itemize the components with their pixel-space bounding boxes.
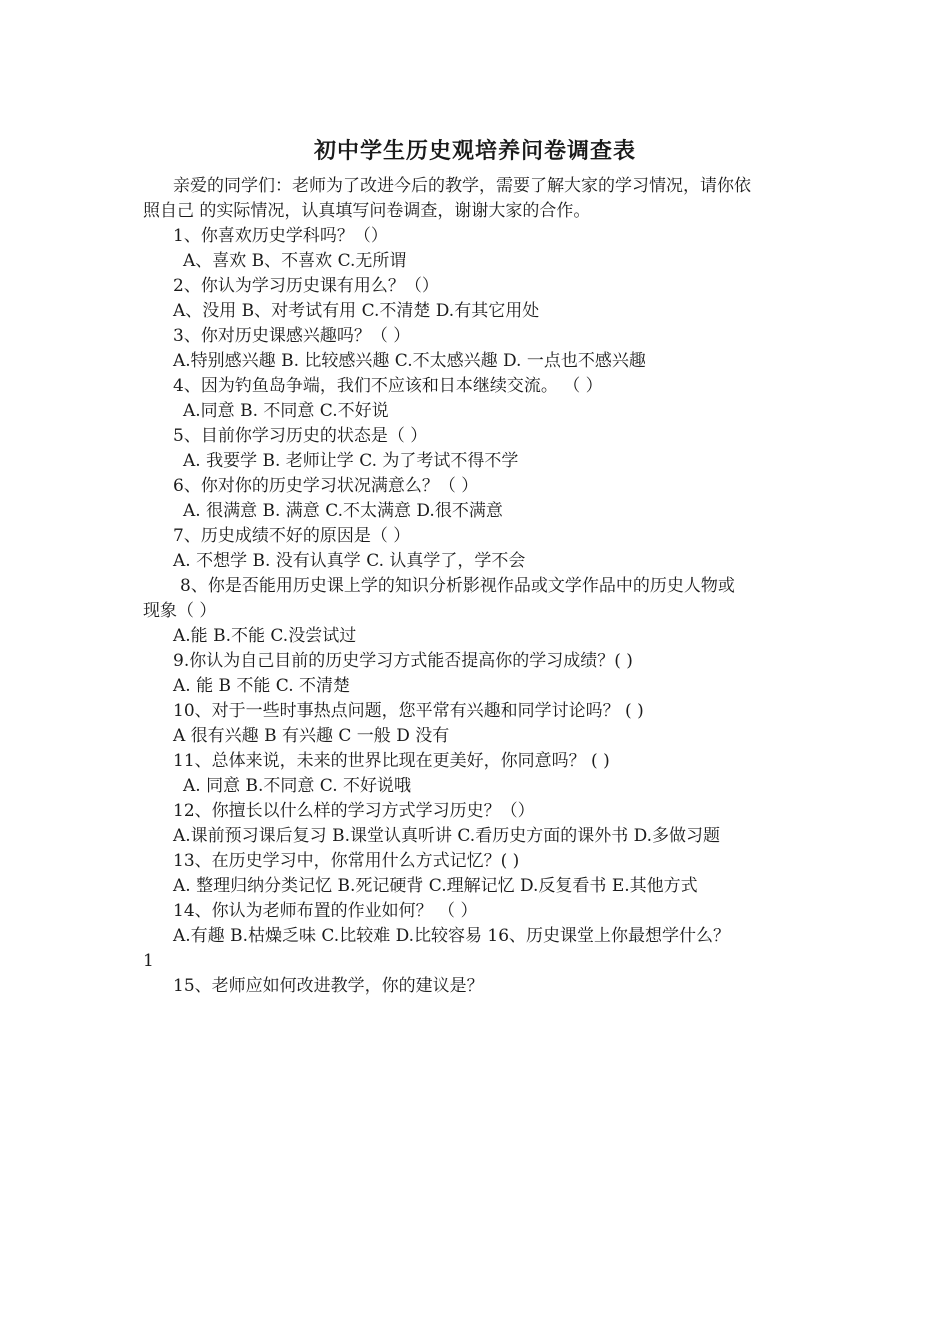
text-line: A 很有兴趣 B 有兴趣 C 一般 D 没有 <box>173 726 450 746</box>
text-line: 7、历史成绩不好的原因是（ ） <box>173 526 411 546</box>
text-line: 12、你擅长以什么样的学习方式学习历史？（） <box>173 801 535 821</box>
text-line: A.课前预习课后复习 B.课堂认真听讲 C.看历史方面的课外书 D.多做习题 <box>173 826 721 846</box>
text-line: 11、总体来说，未来的世界比现在更美好，你同意吗？ ( ) <box>173 751 610 771</box>
text-line: A、没用 B、对考试有用 C.不清楚 D.有其它用处 <box>173 301 540 321</box>
page-title: 初中学生历史观培养问卷调查表 <box>313 138 636 164</box>
text-line: 13、在历史学习中，你常用什么方式记忆？( ) <box>173 851 520 871</box>
text-line: 1、你喜欢历史学科吗？（） <box>173 226 388 246</box>
text-line: 8、你是否能用历史课上学的知识分析影视作品或文学作品中的历史人物或 <box>180 576 735 596</box>
text-line: 2、你认为学习历史课有用么？（） <box>173 276 439 296</box>
text-line: 15、老师应如何改进教学，你的建议是？ <box>173 976 484 996</box>
text-line: A. 整理归纳分类记忆 B.死记硬背 C.理解记忆 D.反复看书 E.其他方式 <box>173 876 698 896</box>
text-line: A、喜欢 B、不喜欢 C.无所谓 <box>183 251 407 271</box>
text-line: A.同意 B. 不同意 C.不好说 <box>183 401 389 421</box>
text-line: 4、因为钓鱼岛争端，我们不应该和日本继续交流。 （ ） <box>173 376 603 396</box>
text-line: 照自己 的实际情况，认真填写问卷调查，谢谢大家的合作。 <box>143 201 591 221</box>
text-line: 14、你认为老师布置的作业如何？ （ ） <box>173 901 478 921</box>
text-line: 9.你认为自己目前的历史学习方式能否提高你的学习成绩？( ) <box>173 651 633 671</box>
text-line: A. 很满意 B. 满意 C.不太满意 D.很不满意 <box>183 501 503 521</box>
text-line: 6、你对你的历史学习状况满意么？（ ） <box>173 476 479 496</box>
text-line: A. 能 B 不能 C. 不清楚 <box>173 676 350 696</box>
text-line: 3、你对历史课感兴趣吗？（ ） <box>173 326 411 346</box>
text-line: A.特别感兴趣 B. 比较感兴趣 C.不太感兴趣 D. 一点也不感兴趣 <box>173 351 646 371</box>
text-line: 1 <box>143 951 154 971</box>
text-line: A. 我要学 B. 老师让学 C. 为了考试不得不学 <box>183 451 519 471</box>
text-line: 5、目前你学习历史的状态是（ ） <box>173 426 428 446</box>
text-line: 10、对于一些时事热点问题，您平常有兴趣和同学讨论吗？ ( ) <box>173 701 644 721</box>
text-line: 现象（ ） <box>143 601 217 621</box>
text-line: A.有趣 B.枯燥乏味 C.比较难 D.比较容易 16、历史课堂上你最想学什么？ <box>173 926 731 946</box>
text-line: A. 同意 B.不同意 C. 不好说哦 <box>183 776 411 796</box>
text-line: 亲爱的同学们：老师为了改进今后的教学，需要了解大家的学习情况，请你依 <box>173 176 751 196</box>
text-line: A. 不想学 B. 没有认真学 C. 认真学了，学不会 <box>173 551 526 571</box>
text-line: A.能 B.不能 C.没尝试过 <box>173 626 357 646</box>
questionnaire-body <box>143 174 823 999</box>
